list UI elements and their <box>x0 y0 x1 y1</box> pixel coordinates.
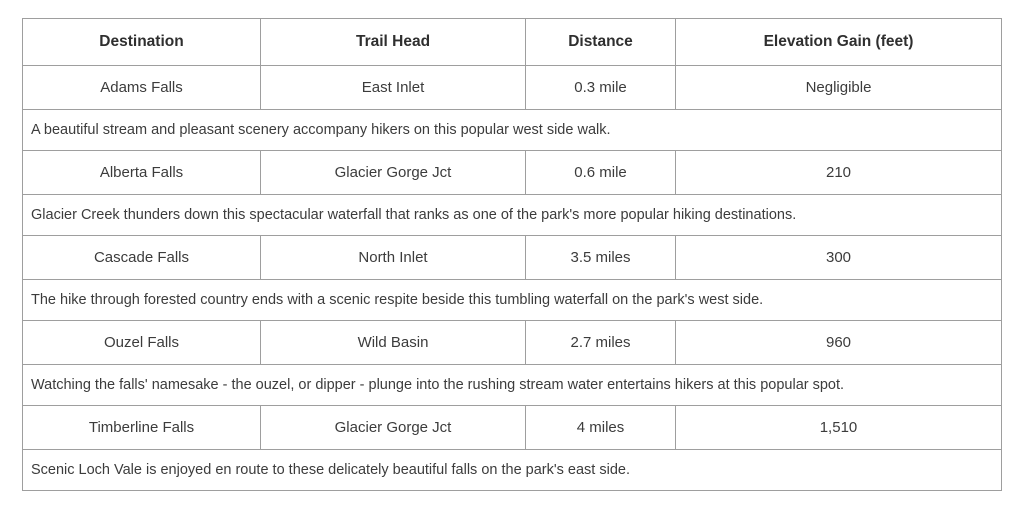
column-header-elevation-gain: Elevation Gain (feet) <box>676 19 1002 66</box>
table-header <box>23 19 1002 66</box>
column-header-trail-head: Trail Head <box>261 19 526 66</box>
cell-trail-head: Glacier Gorge Jct <box>261 406 526 450</box>
cell-description: Scenic Loch Vale is enjoyed en route to these delicately beautiful falls on the park's east side. <box>23 450 1002 491</box>
table-description-row <box>23 195 1002 236</box>
table-row <box>23 66 1002 110</box>
cell-trail-head: East Inlet <box>261 66 526 110</box>
cell-destination: Cascade Falls <box>23 236 261 280</box>
cell-destination: Ouzel Falls <box>23 321 261 365</box>
cell-description: Watching the falls' namesake - the ouzel, or dipper - plunge into the rushing stream water entertains hikers at this popular spot. <box>23 365 1002 406</box>
cell-trail-head: Glacier Gorge Jct <box>261 151 526 195</box>
table-description-row <box>23 450 1002 491</box>
column-header-distance: Distance <box>526 19 676 66</box>
table-row <box>23 321 1002 365</box>
cell-description: Glacier Creek thunders down this spectacular waterfall that ranks as one of the park's more popular hiking destinations. <box>23 195 1002 236</box>
cell-trail-head: North Inlet <box>261 236 526 280</box>
cell-description: The hike through forested country ends with a scenic respite beside this tumbling waterfall on the park's west side. <box>23 280 1002 321</box>
cell-distance: 0.3 mile <box>526 66 676 110</box>
cell-destination: Alberta Falls <box>23 151 261 195</box>
table-row <box>23 236 1002 280</box>
table-row <box>23 406 1002 450</box>
cell-elevation-gain: 300 <box>676 236 1002 280</box>
cell-destination: Adams Falls <box>23 66 261 110</box>
cell-distance: 0.6 mile <box>526 151 676 195</box>
waterfall-hikes-table <box>22 18 1002 491</box>
table-description-row <box>23 280 1002 321</box>
cell-description: A beautiful stream and pleasant scenery accompany hikers on this popular west side walk. <box>23 110 1002 151</box>
cell-distance: 2.7 miles <box>526 321 676 365</box>
cell-elevation-gain: 960 <box>676 321 1002 365</box>
table-description-row <box>23 110 1002 151</box>
cell-trail-head: Wild Basin <box>261 321 526 365</box>
cell-elevation-gain: 1,510 <box>676 406 1002 450</box>
table-description-row <box>23 365 1002 406</box>
column-header-destination: Destination <box>23 19 261 66</box>
cell-elevation-gain: Negligible <box>676 66 1002 110</box>
table-row <box>23 151 1002 195</box>
cell-destination: Timberline Falls <box>23 406 261 450</box>
cell-distance: 3.5 miles <box>526 236 676 280</box>
cell-elevation-gain: 210 <box>676 151 1002 195</box>
cell-distance: 4 miles <box>526 406 676 450</box>
table-body <box>23 66 1002 491</box>
table-header-row <box>23 19 1002 66</box>
